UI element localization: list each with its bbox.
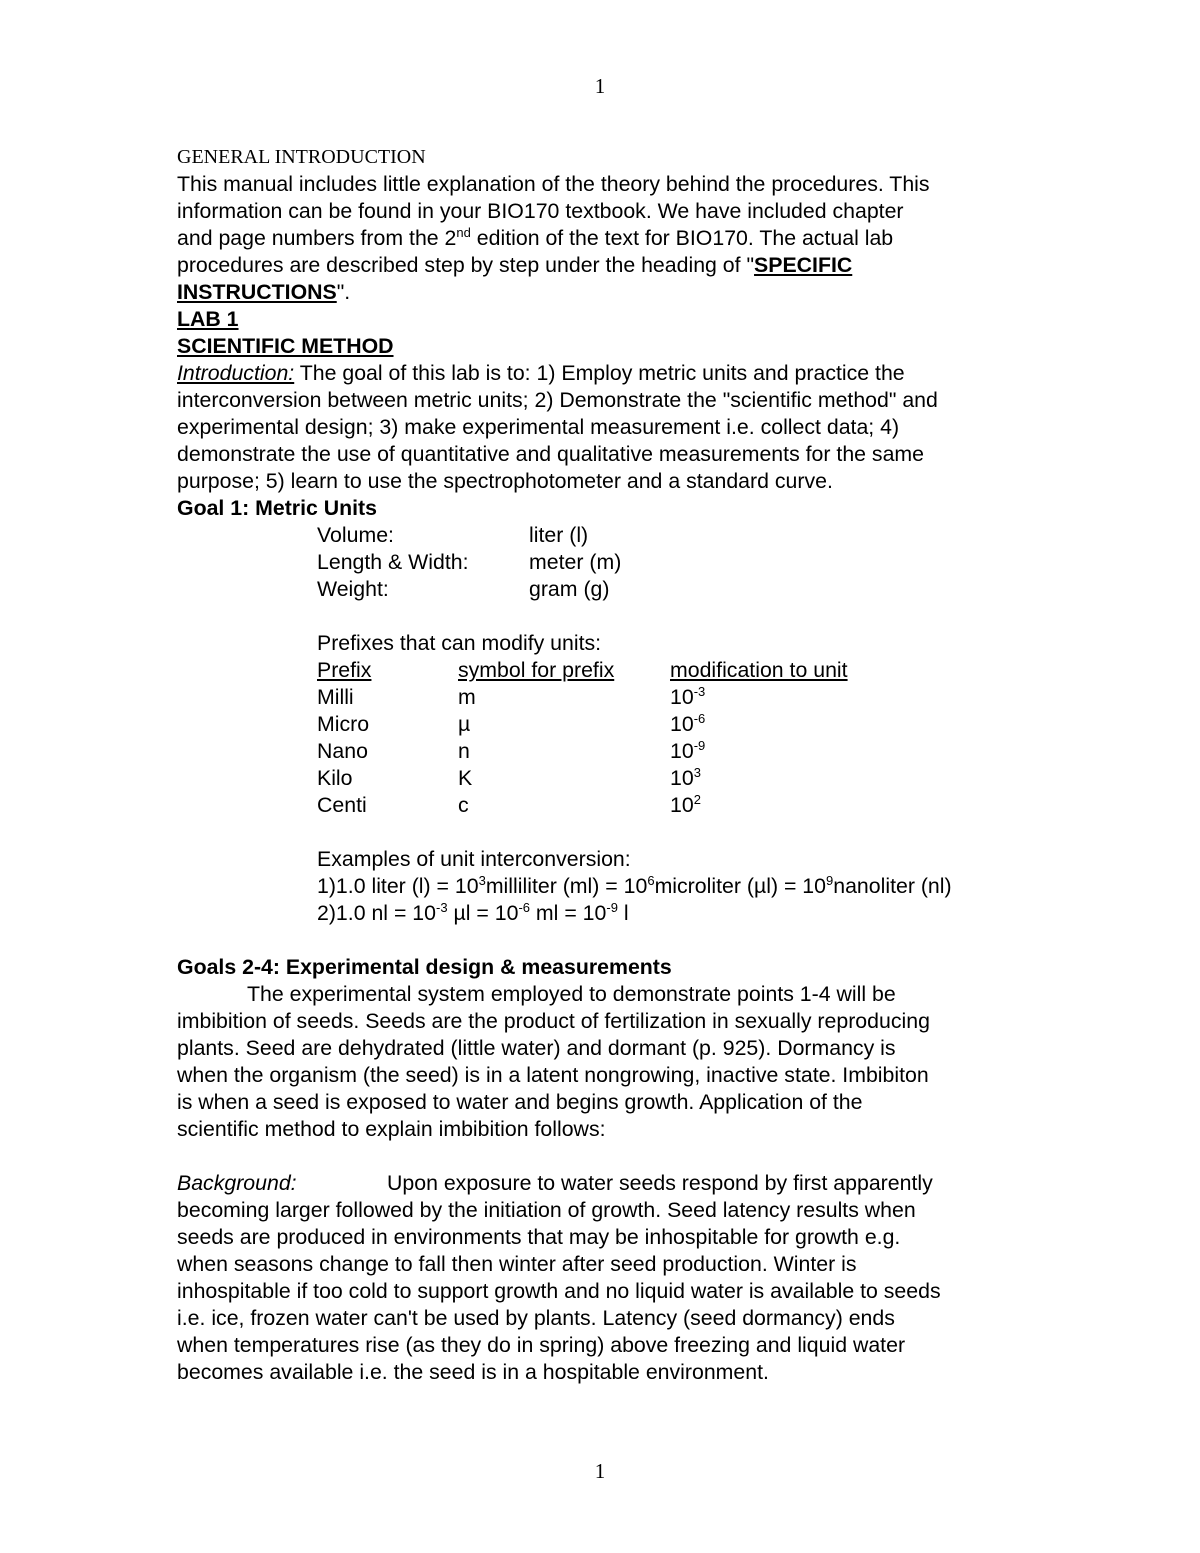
example-exponent: 3 xyxy=(478,873,486,888)
edition-superscript: nd xyxy=(456,225,471,240)
prefix-base: 10 xyxy=(670,739,694,763)
prefix-table xyxy=(177,657,1037,819)
intro-line-4 xyxy=(177,252,1037,279)
background-label: Background: xyxy=(177,1171,297,1195)
page-number-top: 1 xyxy=(594,74,606,98)
unit-name: Length & Width: xyxy=(317,550,469,574)
examples-intro: Examples of unit interconversion: xyxy=(317,847,631,871)
prefix-symbol: K xyxy=(458,766,473,790)
example-exponent: -3 xyxy=(436,900,448,915)
units-list xyxy=(177,522,1037,603)
unit-value: meter (m) xyxy=(529,550,622,574)
prefix-base: 10 xyxy=(670,685,694,709)
intro-line-3 xyxy=(177,225,1037,252)
unit-value: liter (l) xyxy=(529,523,589,547)
goals-2-4-heading: Goals 2-4: Experimental design & measurements xyxy=(177,955,672,979)
prefix-name: Nano xyxy=(317,739,368,763)
example-text: ml = 10 xyxy=(530,901,607,925)
goal-1-heading: Goal 1: Metric Units xyxy=(177,496,377,520)
unit-value: gram (g) xyxy=(529,577,610,601)
background-text: Upon exposure to water seeds respond by first apparently xyxy=(387,1171,933,1195)
example-text: 1)1.0 liter (l) = 10 xyxy=(317,874,479,898)
intro-line-3b: edition of the text for BIO170. The actual lab xyxy=(470,226,894,250)
lab-intro-line-2: interconversion between metric units; 2) Demonstrate the "scientific method" and xyxy=(177,388,938,412)
intro-line-5b: ". xyxy=(336,280,351,304)
paragraph-line: imbibition of seeds. Seeds are the product of fertilization in sexually reproducing xyxy=(177,1009,930,1033)
prefix-name: Milli xyxy=(317,685,354,709)
table-row xyxy=(177,765,1037,792)
general-introduction-heading: GENERAL INTRODUCTION xyxy=(177,146,426,168)
unit-name: Volume: xyxy=(317,523,394,547)
prefix-name: Centi xyxy=(317,793,367,817)
paragraph-line: when temperatures rise (as they do in spring) above freezing and liquid water xyxy=(177,1333,906,1357)
lab-intro-text-1: The goal of this lab is to: 1) Employ metric units and practice the xyxy=(294,361,905,385)
prefix-exponent: 2 xyxy=(693,792,701,807)
prefix-symbol: µ xyxy=(458,712,471,736)
unit-name: Weight: xyxy=(317,577,389,601)
lab-intro-line-3: experimental design; 3) make experimental measurement i.e. collect data; 4) xyxy=(177,415,900,439)
example-text: milliliter (ml) = 10 xyxy=(485,874,648,898)
paragraph-line: i.e. ice, frozen water can't be used by plants. Latency (seed dormancy) ends xyxy=(177,1306,895,1330)
paragraph-line: scientific method to explain imbibition follows: xyxy=(177,1117,606,1141)
paragraph-line: seeds are produced in environments that may be inhospitable for growth e.g. xyxy=(177,1225,901,1249)
paragraph-line: is when a seed is exposed to water and begins growth. Application of the xyxy=(177,1090,863,1114)
instructions-keyword: INSTRUCTIONS xyxy=(177,280,337,304)
paragraph-line: becomes available i.e. the seed is in a hospitable environment. xyxy=(177,1360,769,1384)
prefix-symbol: m xyxy=(458,685,476,709)
example-exponent: 6 xyxy=(647,873,655,888)
table-row xyxy=(177,738,1037,765)
paragraph-line: plants. Seed are dehydrated (little water) and dormant (p. 925). Dormancy is xyxy=(177,1036,896,1060)
intro-line-3a: and page numbers from the 2 xyxy=(177,226,457,250)
unit-row xyxy=(177,522,1037,549)
unit-row xyxy=(177,576,1037,603)
prefix-exponent: 3 xyxy=(693,765,701,780)
prefix-exponent: -6 xyxy=(693,711,706,726)
prefix-exponent: -3 xyxy=(693,684,706,699)
example-exponent: -9 xyxy=(606,900,618,915)
example-text: l xyxy=(617,901,629,925)
example-text: microliter (µl) = 10 xyxy=(654,874,826,898)
prefix-base: 10 xyxy=(670,793,694,817)
specific-keyword: SPECIFIC xyxy=(754,253,853,277)
lab-intro-line-4: demonstrate the use of quantitative and qualitative measurements for the same xyxy=(177,442,925,466)
unit-row xyxy=(177,549,1037,576)
prefix-base: 10 xyxy=(670,766,694,790)
prefixes-intro: Prefixes that can modify units: xyxy=(317,631,602,655)
header-prefix: Prefix xyxy=(317,658,372,682)
introduction-label: Introduction: xyxy=(177,361,295,385)
paragraph-line: inhospitable if too cold to support growth and no liquid water is available to seeds xyxy=(177,1279,941,1303)
lab-subtitle: SCIENTIFIC METHOD xyxy=(177,334,394,358)
prefix-name: Micro xyxy=(317,712,370,736)
table-row xyxy=(177,711,1037,738)
prefix-symbol: n xyxy=(458,739,470,763)
prefix-exponent: -9 xyxy=(693,738,706,753)
intro-line-4a: procedures are described step by step under the heading of " xyxy=(177,253,755,277)
spacer xyxy=(177,603,1037,630)
lab-intro-line-5: purpose; 5) learn to use the spectrophotometer and a standard curve. xyxy=(177,469,833,493)
example-1 xyxy=(177,873,1037,900)
prefix-name: Kilo xyxy=(317,766,353,790)
paragraph-line: when seasons change to fall then winter after seed production. Winter is xyxy=(177,1252,857,1276)
example-text: µl = 10 xyxy=(447,901,519,925)
prefix-symbol: c xyxy=(458,793,469,817)
lab-title: LAB 1 xyxy=(177,307,239,331)
example-text: nanoliter (nl) xyxy=(833,874,952,898)
table-row xyxy=(177,684,1037,711)
spacer xyxy=(177,1143,1037,1170)
header-symbol: symbol for prefix xyxy=(458,658,615,682)
lab-intro-line-1 xyxy=(177,360,1037,387)
page-content xyxy=(177,144,1037,1386)
prefix-table-header xyxy=(177,657,1037,684)
intro-line-5 xyxy=(177,279,1037,306)
page-number-bottom: 1 xyxy=(594,1459,606,1483)
paragraph-line: when the organism (the seed) is in a latent nongrowing, inactive state. Imbibiton xyxy=(177,1063,929,1087)
header-modification: modification to unit xyxy=(670,658,848,682)
paragraph-line: The experimental system employed to demonstrate points 1-4 will be xyxy=(247,982,896,1006)
example-2 xyxy=(177,900,1037,927)
example-exponent: -6 xyxy=(518,900,531,915)
spacer xyxy=(177,927,1037,954)
table-row xyxy=(177,792,1037,819)
example-text: 2)1.0 nl = 10 xyxy=(317,901,436,925)
background-line-1 xyxy=(177,1170,1037,1197)
paragraph-line: becoming larger followed by the initiation of growth. Seed latency results when xyxy=(177,1198,916,1222)
intro-line-2: information can be found in your BIO170 textbook. We have included chapter xyxy=(177,199,904,223)
example-exponent: 9 xyxy=(826,873,834,888)
prefix-base: 10 xyxy=(670,712,694,736)
intro-line-1: This manual includes little explanation of the theory behind the procedures. This xyxy=(177,172,930,196)
spacer xyxy=(177,819,1037,846)
